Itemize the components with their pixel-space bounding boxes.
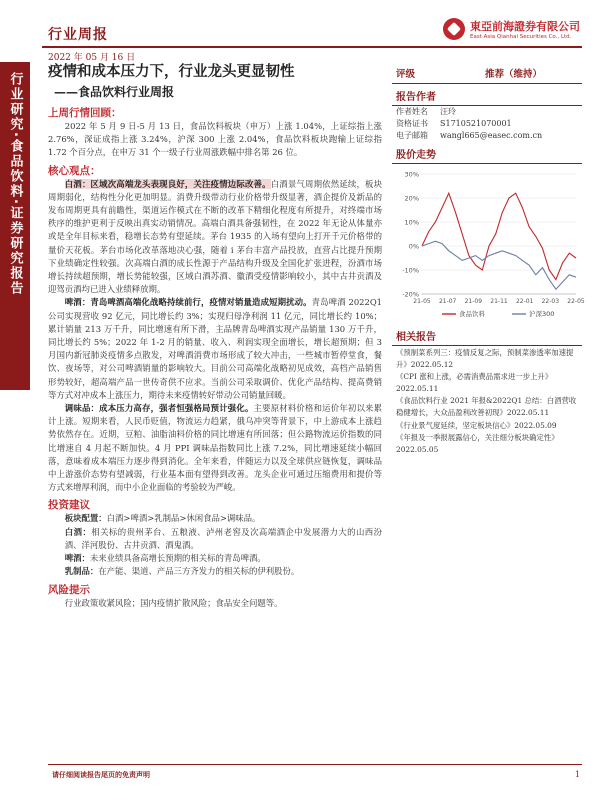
stock-price-chart — [392, 166, 585, 324]
company-logo — [443, 18, 580, 40]
condiment-lead: 调味品：成本压力高存，强者恒强格局预计强化。 — [64, 403, 254, 414]
baijiu-text: 白酒景气周期依然延续，板块周期弱化，结构性分化更加明显。消费升级带动行业价格带升级显著，酒企提价及新品的发布周期更具有前瞻性，渠道运作模式在不断的改革下精细化程度有所提升，对终端市场秩序的维护更利于反映出真实动销情况。高端白酒具备强韧性，在 2022 年无论从体量亦或是全年目标来看，稳增长态势有望延续。茅台 1935 的入场有望向上打开千元价格带的量价天花板。茅台市场化改革落地决心强，随着 i 茅台丰富产品投放，直营占比提升预期下业绩确定性较强。次高端白酒的成长性源于产品结构升级及全国化扩张进程，汾酒市场增长持续超预期，增长势能较强，区域白酒苏酒、徽酒受疫情影响较小，其中古井贡酒及迎驾贡酒均已进入业绩释放期。 — [48, 178, 383, 295]
main-column — [48, 62, 382, 610]
advice-beer-text: 未来业绩具备高增长预期的相关标的青岛啤酒。 — [89, 553, 266, 564]
related-title: 相关报告 — [392, 326, 582, 346]
page-footer — [48, 764, 582, 784]
x-tick-label: 21-05 — [413, 298, 431, 305]
right-column — [392, 62, 585, 455]
y-tick-label: -10% — [402, 266, 419, 275]
related-report-item[interactable]: 《预制菜系列三：疫情反复之际，预制菜渗透率加速提升》2022.05.12 — [396, 348, 574, 369]
page-header — [42, 14, 582, 48]
baijiu-paragraph — [48, 178, 382, 297]
risk-text: 行业政策收紧风险；国内疫情扩散风险；食品安全问题等。 — [64, 597, 283, 608]
company-name-cn: 東亞前海證券有限公司 — [470, 20, 580, 33]
analyst-key: 作者姓名 — [396, 107, 428, 116]
condiment-text: 主要原材料价格和运价年初以来累计上涨。短期来看，人民币贬值，物流运力趋紧，俄乌冲突等背景下，中上游成本上涨趋势依然存在。近期，豆粕、油脂油料价格的同比增速有所回落；但公路物流运价指数的同比增速自 4 月起不断加快。4 月 PPI 调味品指数同比上涨 7.2%，同比增速延续小幅回落，意味着成本端压力逐步得到消化。全年来看，伴随运力以及全球供应链恢复，调味品中上游涨价态势有望减弱，行业基本面有望得到改善。龙头企业可通过压缩费用和提价等方式来增厚利润，而中小企业面临的考验较为严峻。 — [48, 403, 383, 493]
related-report-item[interactable]: 《食品饮料行业 2021 年报&2022Q1 总结：白酒营收稳健增长，大众品盈利改善初现》2022.05.11 — [396, 396, 577, 417]
advice-beer-label: 啤酒： — [64, 553, 90, 564]
report-title: 疫情和成本压力下，行业龙头更显韧性 — [48, 63, 295, 80]
x-tick-label: 22-01 — [515, 298, 534, 305]
series-line — [422, 193, 576, 279]
x-tick-label: 22-03 — [541, 298, 560, 305]
chart-svg — [392, 166, 585, 324]
advice-baijiu-label: 白酒： — [64, 526, 92, 537]
related-report-item[interactable]: 《年报及一季报展露信心，关注细分板块确定性》2022.05.05 — [396, 433, 559, 454]
report-date: 2022 年 05 月 16 日 — [48, 53, 136, 63]
section-risk-title: 风险提示 — [48, 583, 90, 596]
analyst-value: 汪玲 — [440, 107, 456, 116]
related-list — [392, 347, 582, 455]
related-report-item[interactable]: 《CPI 涨和上涨，必需消费品需求进一步上升》2022.05.11 — [396, 372, 553, 393]
beer-text: 青岛啤酒 2022Q1 公司实现营收 92 亿元，同比增长约 3%；实现归母净利润 11 亿元，同比增长约 10%；累计销量 213 万千升，同比增速有所下滑，主品牌青岛啤酒实现产品销量 130 万千升，同比增长约 5%；2022 年 1-2 月的销量、收入、利润实现全面增长，增长超预期；但 3 月国内新冠肺炎疫情多点散发，对啤酒消费市场形成了较大冲击，一些城市暂停堂食，餐饮、夜场等，对公司啤酒销量的影响较大。目前公司高端化战略初见成效，高档产品销售形势较好，超高端产品一世传奇供不应求。当前公司采取调价、优化产品结构、提高费销等方式对冲成本上涨压力，期待未来疫情转好带动公司销量回暖。 — [48, 297, 383, 400]
advice-dairy-label: 乳制品： — [64, 566, 99, 577]
beer-lead: 啤酒：青岛啤酒高端化战略持续前行，疫情对销量造成短期扰动。 — [64, 297, 312, 308]
rating-label: 评级 — [396, 68, 416, 80]
analyst-row — [392, 106, 582, 118]
y-tick-label: -20% — [402, 290, 419, 299]
analyst-info — [392, 106, 582, 142]
market-paragraph: 2022 年 5 月 9 日-5 月 13 日，食品饮料板块（申万）上涨 1.04%，上证综指上涨 2.76%，深证成指上涨 3.24%，沪深 300 上涨 2.04%，食品饮料板块跑输上证综指 1.72 个百分点，在申万 31 个一级子行业周涨跌幅中排名第 26 位。 — [48, 121, 382, 158]
x-tick-label: 21-09 — [464, 298, 483, 305]
y-tick-label: 0% — [408, 242, 419, 251]
legend-label: 沪深300 — [529, 310, 555, 318]
analyst-value: S1710521070001 — [440, 119, 512, 128]
report-subtitle: ——食品饮料行业周报 — [54, 85, 175, 99]
y-tick-label: 20% — [404, 194, 419, 203]
section-advice-title: 投资建议 — [48, 499, 90, 512]
rating-value: 推荐（维持） — [484, 68, 542, 80]
baijiu-lead: 白酒：区域次高端龙头表现良好，关注疫情边际改善。 — [64, 178, 271, 189]
chart-title: 股价走势 — [392, 144, 582, 164]
advice-sector-text: 白酒>啤酒>乳制品>休闲食品>调味品。 — [106, 513, 261, 524]
sidebar-text: 行业研究·食品饮料·证券研究报告 — [7, 72, 23, 296]
page-number: 1 — [574, 770, 580, 779]
analyst-title: 报告作者 — [392, 86, 582, 106]
analyst-row — [392, 130, 582, 142]
x-tick-label: 22-05 — [567, 298, 585, 305]
section-market-title: 上周行情回顾： — [48, 107, 122, 119]
sidebar-banner — [0, 62, 30, 390]
analyst-row — [392, 118, 582, 130]
advice-beer — [48, 552, 382, 565]
footer-disclaimer: 请仔细阅读报告尾页的免责声明 — [52, 770, 150, 779]
legend-label: 食品饮料 — [459, 310, 485, 318]
analyst-key: 电子邮箱 — [396, 131, 428, 140]
advice-dairy-text: 在产能、渠道、产品三方齐发力的相关标的伊利股份。 — [98, 566, 300, 577]
analyst-value: wangl665@easec.com.cn — [440, 131, 543, 140]
y-tick-label: 10% — [404, 218, 419, 227]
x-tick-label: 21-07 — [438, 298, 457, 305]
advice-dairy — [48, 565, 382, 578]
report-type: 行业周报 — [48, 27, 108, 43]
related-report-item[interactable]: 《行业景气度延续，坚定板块信心》2022.05.09 — [396, 420, 557, 430]
section-core-title: 核心观点： — [48, 164, 101, 177]
advice-baijiu-text: 相关标的贵州茅台、五粮液、泸州老窖及次高端酒企中发展潜力大的山西汾酒、洋河股份、古井贡酒、酒鬼酒。 — [64, 526, 383, 550]
advice-sector-label: 板块配置： — [64, 513, 107, 524]
company-name-en: East Asia Qianhai Securities Co., Ltd. — [470, 34, 572, 40]
beer-paragraph — [48, 296, 382, 402]
x-tick-label: 21-11 — [490, 298, 508, 305]
rating-row — [392, 62, 582, 84]
series-line — [422, 241, 576, 289]
analyst-key: 资格证书 — [396, 119, 428, 128]
advice-sector — [48, 512, 382, 525]
advice-baijiu — [48, 526, 382, 552]
y-tick-label: 30% — [404, 170, 419, 179]
condiment-paragraph — [48, 402, 382, 494]
logo-icon — [443, 18, 465, 40]
